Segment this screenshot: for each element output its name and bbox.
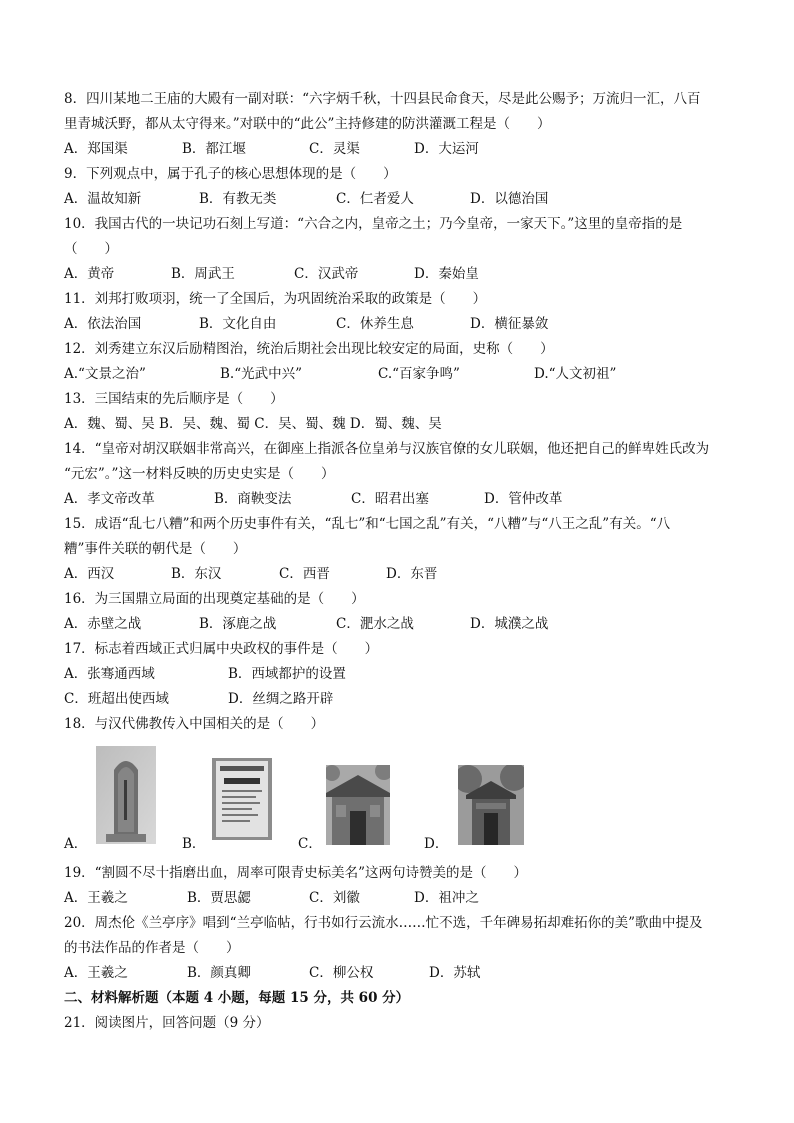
q11-option-d: D．横征暴敛 (470, 316, 549, 332)
q20-option-a: A．王羲之 (64, 965, 128, 981)
q12-option-c: C.“百家争鸣” (378, 366, 460, 382)
q14-option-b: B．商鞅变法 (214, 491, 292, 507)
q8-stem-line1: 8．四川某地二王庙的大殿有一副对联：“六字炳千秋，十四县民命食天，尽是此公赐予；万流归一汇，八百 (64, 91, 701, 107)
q11-stem: 11．刘邦打败项羽，统一了全国后，为巩固统治采取的政策是（ ） (64, 291, 487, 307)
q18-option-b: B． (182, 836, 206, 852)
q11-option-c: C．休养生息 (336, 316, 414, 332)
q12-option-a: A.“文景之治” (64, 366, 146, 382)
q14-option-d: D．管仲改革 (484, 491, 563, 507)
q15-option-b: B．东汉 (171, 566, 222, 582)
q8-option-d: D．大运河 (414, 141, 479, 157)
q19-stem: 19．“割圆不尽十指磨出血，周率可限青史标美名”这两句诗赞美的是（ ） (64, 865, 527, 881)
q19-option-d: D．祖冲之 (414, 890, 479, 906)
q11-option-b: B．文化自由 (199, 316, 277, 332)
pagoda-gate-image (458, 765, 524, 845)
q16-option-a: A．赤壁之战 (64, 616, 142, 632)
q9-option-c: C．仁者爱人 (336, 191, 414, 207)
q12-option-b: B.“光武中兴” (220, 366, 303, 382)
q18-option-c: C． (298, 836, 322, 852)
q10-stem-line2: （ ） (64, 241, 118, 257)
q13-options: A．魏、蜀、吴 B．吴、魏、蜀 C．吴、蜀、魏 D．蜀、魏、吴 (64, 416, 442, 432)
q15-option-c: C．西晋 (279, 566, 330, 582)
q15-option-a: A．西汉 (64, 566, 115, 582)
temple-gate-image (326, 765, 390, 845)
q14-option-a: A．孝文帝改革 (64, 491, 155, 507)
q10-option-b: B．周武王 (171, 266, 235, 282)
q19-option-b: B．贾思勰 (187, 890, 251, 906)
q15-stem-line2: 糟”事件关联的朝代是（ ） (64, 541, 247, 557)
q9-stem: 9．下列观点中，属于孔子的核心思想体现的是（ ） (64, 166, 397, 182)
q20-option-c: C．柳公权 (309, 965, 374, 981)
q16-option-b: B．涿鹿之战 (199, 616, 277, 632)
q9-option-a: A．温故知新 (64, 191, 142, 207)
q17-stem: 17．标志着西域正式归属中央政权的事件是（ ） (64, 641, 379, 657)
section-2-title: 二、材料解析题（本题 4 小题，每题 15 分，共 60 分） (64, 990, 410, 1006)
q20-stem-line1: 20．周杰伦《兰亭序》唱到“兰亭临帖，行书如行云流水……忙不选，千年碑易拓却难拓你的美”歌曲中提及 (64, 915, 703, 931)
q8-option-c: C．灵渠 (309, 141, 360, 157)
q17-option-d: D．丝绸之路开辟 (228, 691, 334, 707)
stone-stele-image (96, 746, 156, 844)
q21-stem: 21．阅读图片，回答问题（9 分） (64, 1015, 270, 1031)
q14-stem-line1: 14．“皇帝对胡汉联姻非常高兴，在御座上指派各位皇弟与汉族官僚的女儿联姻，他还把自己的鲜卑姓氏改为 (64, 441, 710, 457)
q16-option-d: D．城濮之战 (470, 616, 549, 632)
q8-stem-line2: 里青城沃野，都从太守得来。”对联中的“此公”主持修建的防洪灌溉工程是（ ） (64, 116, 551, 132)
q12-stem: 12．刘秀建立东汉后励精图治，统治后期社会出现比较安定的局面，史称（ ） (64, 341, 554, 357)
q18-option-d: D． (424, 836, 449, 852)
q18-option-a: A． (64, 836, 88, 852)
q20-option-d: D．苏轼 (429, 965, 481, 981)
q19-option-a: A．王羲之 (64, 890, 128, 906)
q16-stem: 16．为三国鼎立局面的出现奠定基础的是（ ） (64, 591, 365, 607)
q8-option-b: B．都江堰 (182, 141, 246, 157)
q17-option-b: B．西域都护的设置 (228, 666, 346, 682)
q10-option-d: D．秦始皇 (414, 266, 479, 282)
q17-option-a: A．张骞通西域 (64, 666, 155, 682)
q12-option-d: D.“人文初祖” (534, 366, 617, 382)
q15-option-d: D．东晋 (386, 566, 438, 582)
q11-option-a: A．依法治国 (64, 316, 142, 332)
q20-option-b: B．颜真卿 (187, 965, 251, 981)
q10-option-a: A．黄帝 (64, 266, 115, 282)
book-cover-image (212, 758, 272, 840)
q9-option-d: D．以德治国 (470, 191, 549, 207)
q10-stem-line1: 10．我国古代的一块记功石刻上写道：“六合之内，皇帝之土；乃今皇帝，一家天下。”这里的皇帝指的是 (64, 216, 683, 232)
q15-stem-line1: 15．成语“乱七八糟”和两个历史事件有关，“乱七”和“七国之乱”有关，“八糟”与“八王之乱”有关。“八 (64, 516, 671, 532)
q17-option-c: C．班超出使西域 (64, 691, 169, 707)
q20-stem-line2: 的书法作品的作者是（ ） (64, 940, 240, 956)
q8-option-a: A．郑国渠 (64, 141, 128, 157)
q16-option-c: C．淝水之战 (336, 616, 414, 632)
q18-stem: 18．与汉代佛教传入中国相关的是（ ） (64, 716, 325, 732)
q10-option-c: C．汉武帝 (294, 266, 359, 282)
q19-option-c: C．刘徽 (309, 890, 360, 906)
q14-option-c: C．昭君出塞 (351, 491, 429, 507)
q14-stem-line2: “元宏”。”这一材料反映的历史史实是（ ） (64, 466, 335, 482)
q9-option-b: B．有教无类 (199, 191, 277, 207)
q13-stem: 13．三国结束的先后顺序是（ ） (64, 391, 284, 407)
